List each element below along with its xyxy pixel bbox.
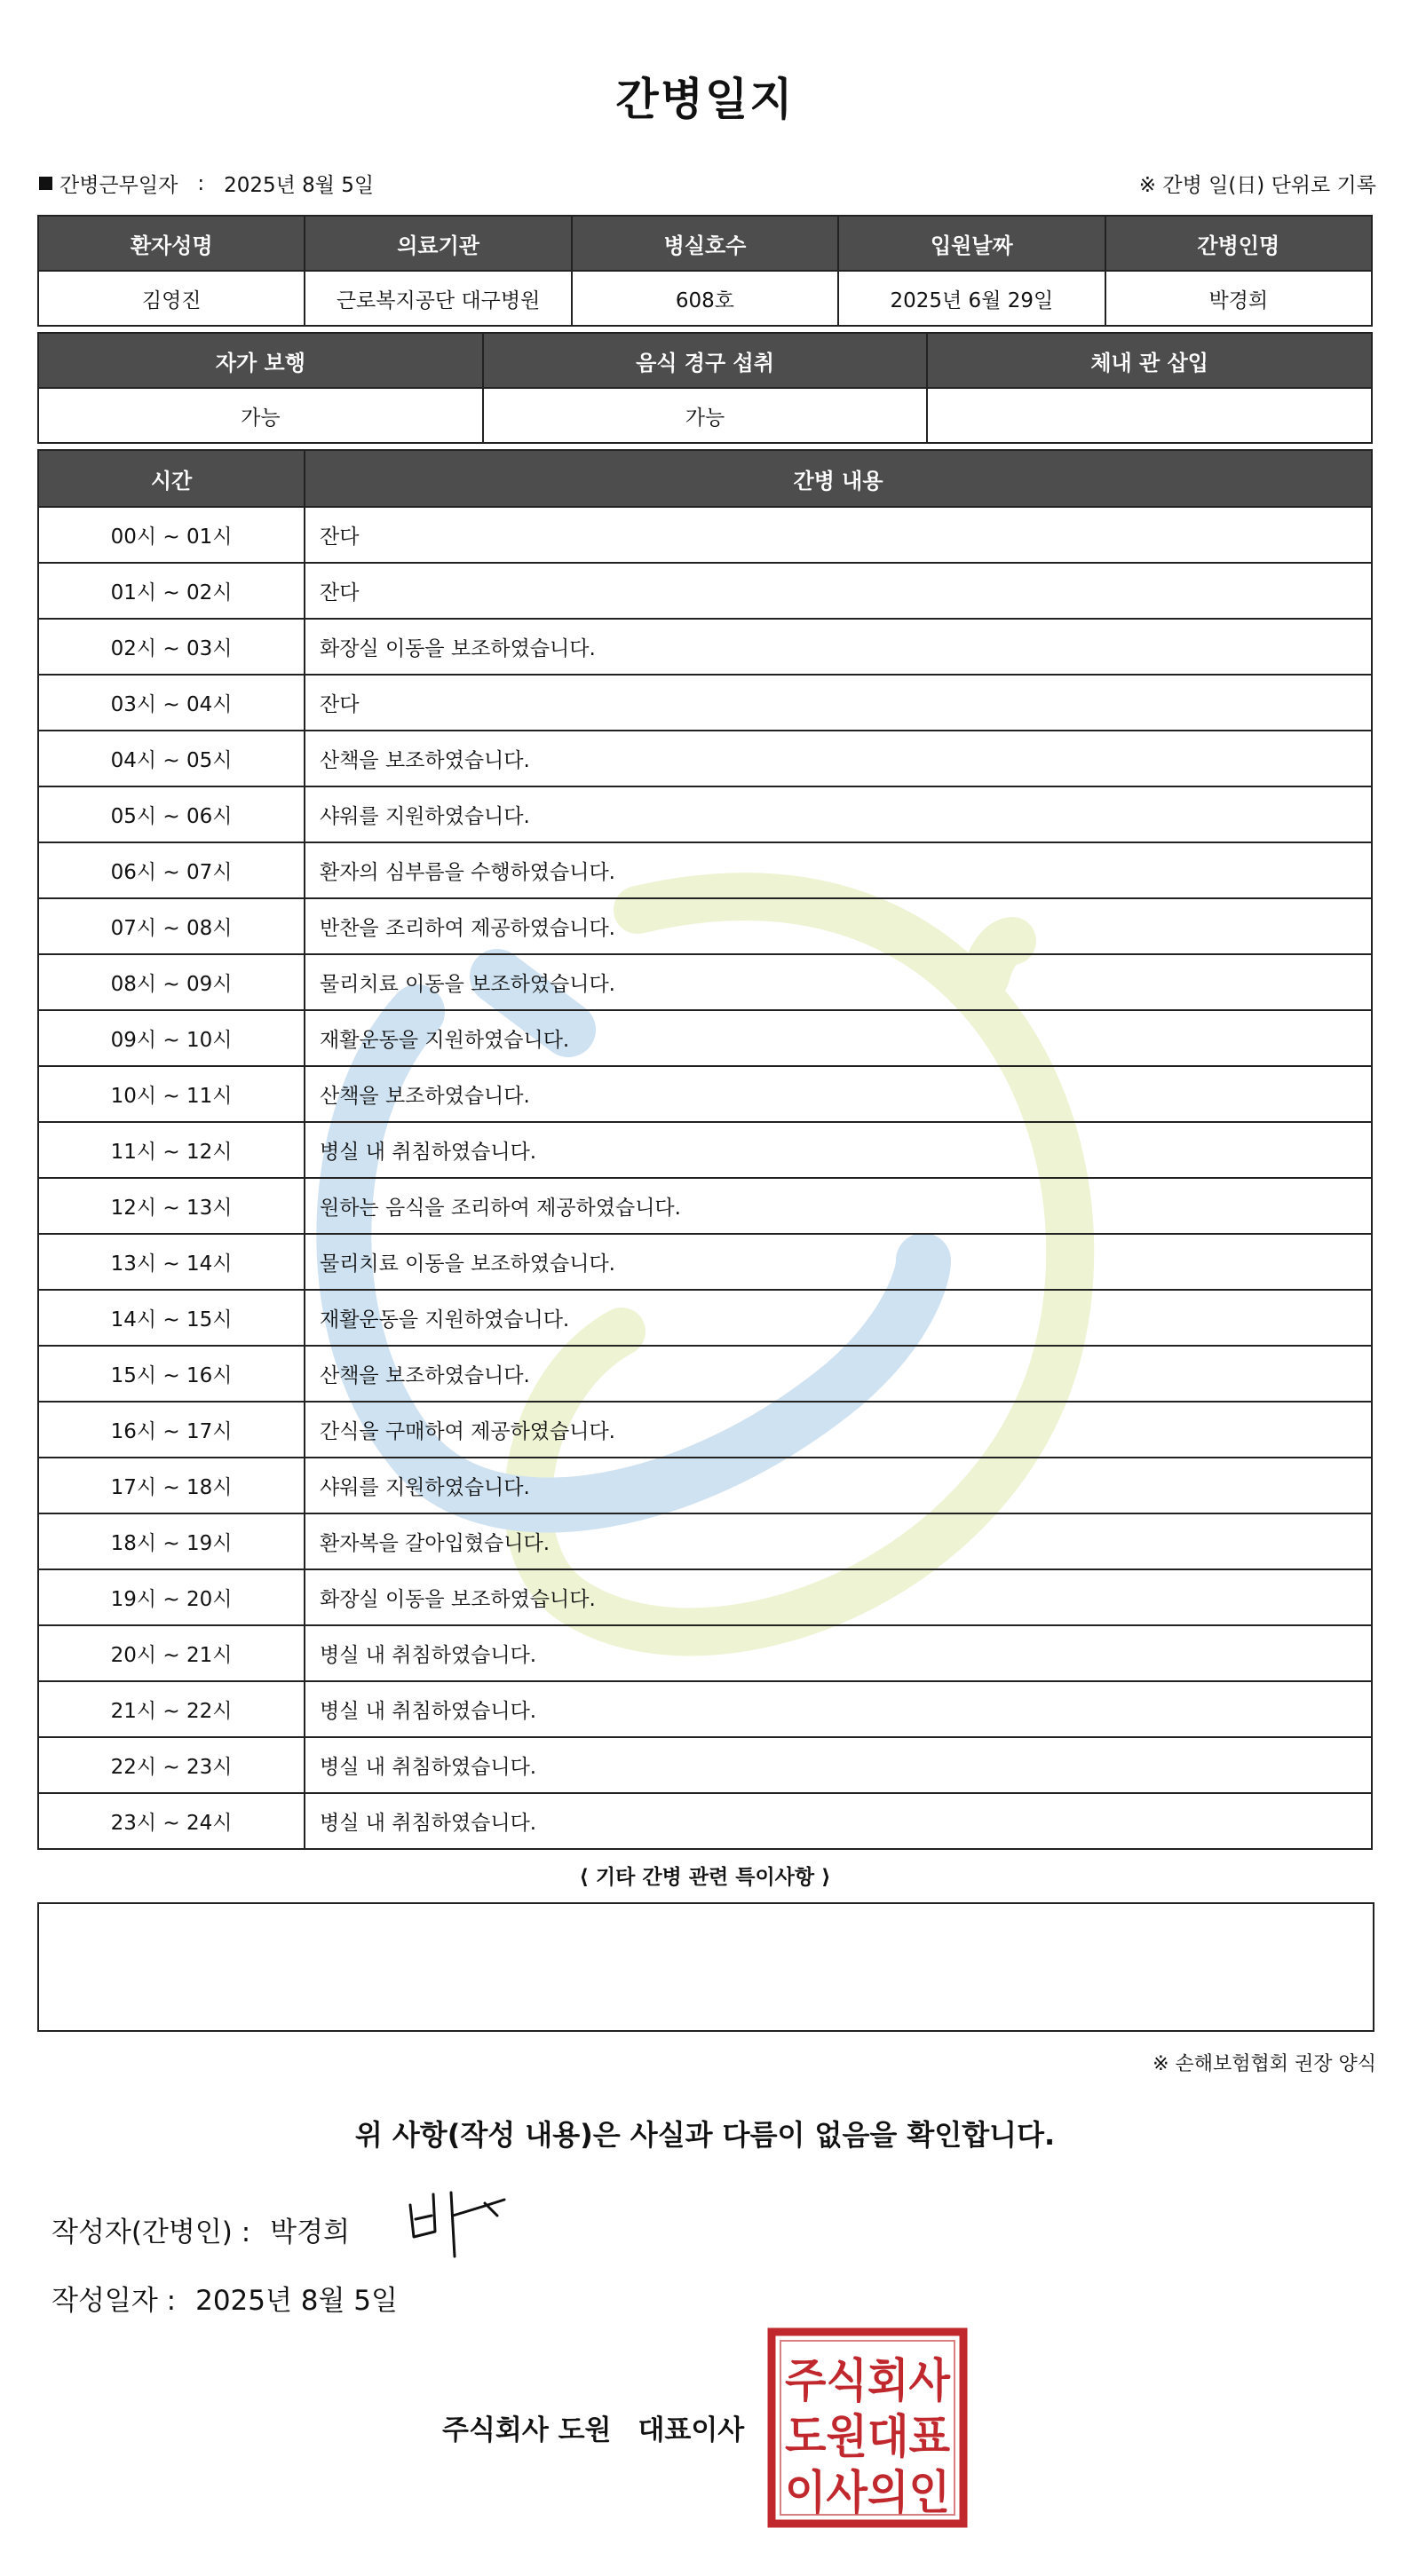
- seal-line-1: 주식회사: [785, 2355, 951, 2408]
- table-row: [38, 1402, 1372, 1458]
- time-cell: 03시 ~ 04시: [38, 675, 305, 731]
- header-tube-insertion: 체내 관 삽입: [927, 333, 1372, 388]
- company-seal-stamp: [767, 2327, 968, 2528]
- seal-line-2: 도원대표: [785, 2411, 950, 2464]
- work-date-line: [39, 169, 374, 198]
- bullet-square-icon: [39, 177, 52, 190]
- admission-date-value: 2025년 6월 29일: [838, 271, 1105, 326]
- work-date-colon: :: [197, 171, 205, 195]
- room-number-value: 608호: [572, 271, 838, 326]
- written-date-value: 2025년 8월 5일: [195, 2285, 398, 2317]
- header-hospital: 의료기관: [305, 216, 571, 271]
- header-caregiver-name: 간병인명: [1105, 216, 1372, 271]
- work-date-value: 2025년 8월 5일: [224, 174, 375, 197]
- time-cell: 23시 ~ 24시: [38, 1793, 305, 1849]
- association-note: ※ 손해보험협회 권장 양식: [1153, 2053, 1376, 2075]
- table-row: [38, 1122, 1372, 1178]
- company-line: [442, 2407, 744, 2447]
- company-name: 주식회사 도원: [442, 2414, 612, 2446]
- patient-info-value-row: [38, 271, 1372, 326]
- time-cell: 21시 ~ 22시: [38, 1681, 305, 1737]
- remarks-title: ⟨ 기타 간병 관련 특이사항 ⟩: [579, 1866, 831, 1889]
- remarks-box: [37, 1902, 1374, 2032]
- time-cell: 20시 ~ 21시: [38, 1625, 305, 1681]
- care-content-cell: 병실 내 취침하였습니다.: [305, 1122, 1372, 1178]
- care-content-cell: 환자의 심부름을 수행하였습니다.: [305, 842, 1372, 898]
- time-cell: 11시 ~ 12시: [38, 1122, 305, 1178]
- table-row: [38, 563, 1372, 619]
- time-cell: 00시 ~ 01시: [38, 507, 305, 563]
- table-row: [38, 1681, 1372, 1737]
- time-cell: 17시 ~ 18시: [38, 1458, 305, 1513]
- header-oral-intake: 음식 경구 섭취: [483, 333, 928, 388]
- table-row: [38, 1066, 1372, 1122]
- care-content-cell: 잔다: [305, 507, 1372, 563]
- care-content-cell: 병실 내 취침하였습니다.: [305, 1793, 1372, 1849]
- table-row: [38, 1290, 1372, 1346]
- care-content-cell: 병실 내 취침하였습니다.: [305, 1625, 1372, 1681]
- time-cell: 05시 ~ 06시: [38, 786, 305, 842]
- care-content-cell: 간식을 구매하여 제공하였습니다.: [305, 1402, 1372, 1458]
- time-cell: 10시 ~ 11시: [38, 1066, 305, 1122]
- table-row: [38, 954, 1372, 1010]
- ability-header-row: [38, 333, 1372, 388]
- patient-name-value: 김영진: [38, 271, 305, 326]
- table-row: [38, 1346, 1372, 1402]
- care-content-cell: 병실 내 취침하였습니다.: [305, 1737, 1372, 1793]
- care-content-cell: 재활운동을 지원하였습니다.: [305, 1010, 1372, 1066]
- care-content-cell: 물리치료 이동을 보조하였습니다.: [305, 1234, 1372, 1290]
- care-content-cell: 병실 내 취침하였습니다.: [305, 1681, 1372, 1737]
- table-row: [38, 786, 1372, 842]
- care-content-cell: 산책을 보조하였습니다.: [305, 1066, 1372, 1122]
- header-patient-name: 환자성명: [38, 216, 305, 271]
- writer-name: 박경희: [270, 2216, 351, 2248]
- care-content-cell: 재활운동을 지원하였습니다.: [305, 1290, 1372, 1346]
- document-title: 간병일지: [615, 74, 795, 125]
- header-room-number: 병실호수: [572, 216, 838, 271]
- written-date-line: [51, 2278, 398, 2318]
- care-content-cell: 원하는 음식을 조리하여 제공하였습니다.: [305, 1178, 1372, 1234]
- header-self-walking: 자가 보행: [38, 333, 483, 388]
- time-cell: 16시 ~ 17시: [38, 1402, 305, 1458]
- time-cell: 22시 ~ 23시: [38, 1737, 305, 1793]
- table-row: [38, 619, 1372, 675]
- table-row: [38, 1513, 1372, 1569]
- care-content-cell: 환자복을 갈아입혔습니다.: [305, 1513, 1372, 1569]
- table-row: [38, 675, 1372, 731]
- ability-info-table: [37, 332, 1373, 444]
- table-row: [38, 1178, 1372, 1234]
- care-content-cell: 잔다: [305, 675, 1372, 731]
- header-care-content: 간병 내용: [305, 450, 1372, 507]
- oral-intake-value: 가능: [483, 388, 928, 443]
- time-cell: 02시 ~ 03시: [38, 619, 305, 675]
- seal-line-3: 이사의인: [785, 2467, 950, 2520]
- time-cell: 12시 ~ 13시: [38, 1178, 305, 1234]
- table-row: [38, 507, 1372, 563]
- time-cell: 06시 ~ 07시: [38, 842, 305, 898]
- ability-value-row: [38, 388, 1372, 443]
- care-content-cell: 화장실 이동을 보조하였습니다.: [305, 1569, 1372, 1625]
- header-admission-date: 입원날짜: [838, 216, 1105, 271]
- written-date-label: 작성일자 :: [51, 2285, 177, 2317]
- time-cell: 14시 ~ 15시: [38, 1290, 305, 1346]
- table-row: [38, 731, 1372, 786]
- table-row: [38, 1625, 1372, 1681]
- table-row: [38, 898, 1372, 954]
- time-cell: 07시 ~ 08시: [38, 898, 305, 954]
- time-cell: 19시 ~ 20시: [38, 1569, 305, 1625]
- patient-info-header-row: [38, 216, 1372, 271]
- self-walking-value: 가능: [38, 388, 483, 443]
- representative-title: 대표이사: [638, 2414, 745, 2446]
- time-cell: 04시 ~ 05시: [38, 731, 305, 786]
- caregiver-name-value: 박경희: [1105, 271, 1372, 326]
- handwritten-signature: [400, 2185, 524, 2265]
- time-cell: 13시 ~ 14시: [38, 1234, 305, 1290]
- header-time: 시간: [38, 450, 305, 507]
- hospital-value: 근로복지공단 대구병원: [305, 271, 571, 326]
- care-content-cell: 물리치료 이동을 보조하였습니다.: [305, 954, 1372, 1010]
- time-cell: 01시 ~ 02시: [38, 563, 305, 619]
- tube-insertion-value: [927, 388, 1372, 443]
- care-content-cell: 산책을 보조하였습니다.: [305, 1346, 1372, 1402]
- care-log-header-row: [38, 450, 1372, 507]
- writer-label: 작성자(간병인) :: [51, 2216, 251, 2248]
- table-row: [38, 1569, 1372, 1625]
- patient-info-table: [37, 215, 1373, 327]
- table-row: [38, 1458, 1372, 1513]
- care-content-cell: 산책을 보조하였습니다.: [305, 731, 1372, 786]
- care-content-cell: 반찬을 조리하여 제공하였습니다.: [305, 898, 1372, 954]
- unit-note: ※ 간병 일(日) 단위로 기록: [1138, 174, 1376, 197]
- time-cell: 09시 ~ 10시: [38, 1010, 305, 1066]
- time-cell: 15시 ~ 16시: [38, 1346, 305, 1402]
- care-content-cell: 샤워를 지원하였습니다.: [305, 1458, 1372, 1513]
- table-row: [38, 842, 1372, 898]
- writer-line: [51, 2209, 350, 2249]
- time-cell: 08시 ~ 09시: [38, 954, 305, 1010]
- care-content-cell: 화장실 이동을 보조하였습니다.: [305, 619, 1372, 675]
- time-cell: 18시 ~ 19시: [38, 1513, 305, 1569]
- care-log-body: [38, 507, 1372, 1849]
- table-row: [38, 1010, 1372, 1066]
- care-content-cell: 잔다: [305, 563, 1372, 619]
- table-row: [38, 1234, 1372, 1290]
- care-log-table: [37, 449, 1373, 1850]
- confirmation-statement: 위 사항(작성 내용)은 사실과 다름이 없음을 확인합니다.: [354, 2118, 1056, 2152]
- table-row: [38, 1793, 1372, 1849]
- table-row: [38, 1737, 1372, 1793]
- care-content-cell: 샤워를 지원하였습니다.: [305, 786, 1372, 842]
- work-date-label: 간병근무일자: [59, 174, 178, 197]
